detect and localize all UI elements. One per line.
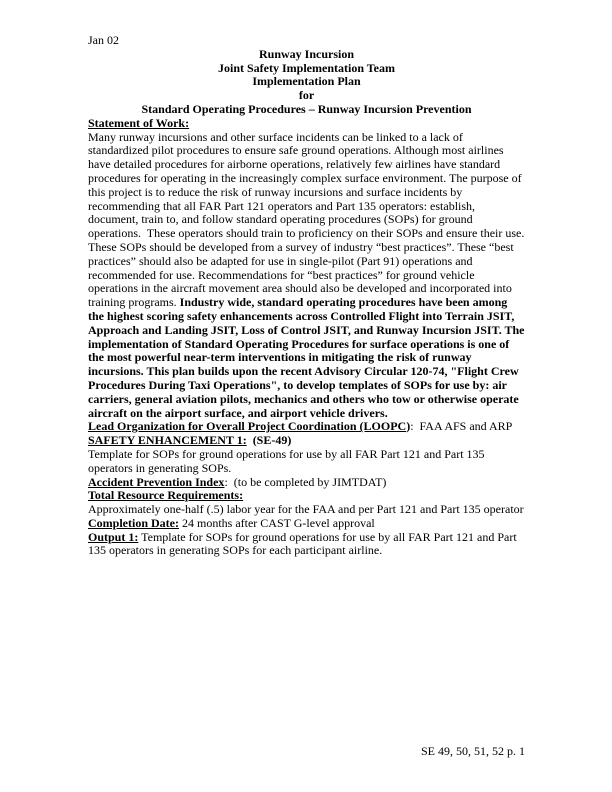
lead-organization-line bbox=[88, 420, 525, 434]
statement-of-work-section bbox=[88, 115, 531, 421]
accident-prevention-index-line bbox=[88, 476, 525, 490]
document-title bbox=[88, 48, 525, 76]
output-1-label: Output 1: bbox=[88, 529, 139, 544]
statement-of-work-body bbox=[88, 129, 531, 421]
completion-date-value: 24 months after CAST G-level approval bbox=[178, 515, 375, 530]
lead-organization-label-close: ) bbox=[406, 419, 411, 434]
accident-prevention-index-label: Accident Prevention Index bbox=[88, 474, 225, 489]
statement-of-work-body-regular: Many runway incursions and other surface incidents can be linked to a lack of standardized pilot procedures to ensure safe ground operations. Although most airlines have detailed procedures for airborne operations, relatively few airlines have standard procedures for operating in the increasingly complex surface environment. The purpose of this project is to reduce the risk of runway incursions and surface incidents by recommending that all FAR Part 121 operators and Part 135 operators: establish, document, train to, and follow standard operating procedures (SOPs) for ground operations. These operators should train to proficiency on their SOPs and ensure their use. These SOPs should be developed from a survey of industry “best practices”. These “best practices” should also be adapted for use in single-pilot (Part 91) operations and recommended for use. Recommendations for “best practices” for ground vehicle operations in the aircraft movement area should also be developed and incorporated into training programs. bbox=[88, 129, 531, 310]
title-line-1: Runway Incursion bbox=[258, 46, 355, 61]
safety-enhancement-1-heading: SAFETY ENHANCEMENT 1: bbox=[88, 433, 247, 448]
page-footer: SE 49, 50, 51, 52 p. 1 bbox=[420, 744, 525, 758]
safety-enhancement-1-section bbox=[88, 434, 525, 475]
document-subtitle bbox=[88, 75, 525, 116]
output-1-line bbox=[88, 531, 525, 559]
output-1-value: Template for SOPs for ground operations for use by all FAR Part 121 and Part 135 operators in generating SOPs for each participant airline. bbox=[88, 529, 520, 558]
completion-date-line bbox=[88, 517, 525, 531]
subtitle-line-3: Standard Operating Procedures – Runway Incursion Prevention bbox=[141, 101, 472, 116]
title-line-2: Joint Safety Implementation Team bbox=[218, 60, 395, 75]
subtitle-line-1: Implementation Plan bbox=[252, 74, 361, 89]
subtitle-line-2: for bbox=[298, 88, 315, 103]
total-resource-requirements-body: Approximately one-half (.5) labor year for the FAA and per Part 121 and Part 135 operator bbox=[88, 502, 524, 517]
statement-of-work-heading: Statement of Work: bbox=[88, 115, 190, 130]
lead-organization-label: Lead Organization for Overall Project Coordination (LOOPC bbox=[88, 419, 407, 434]
safety-enhancement-1-body: Template for SOPs for ground operations for use by all FAR Part 121 and Part 135 operators in generating SOPs. bbox=[88, 446, 488, 475]
safety-enhancement-1-heading-line bbox=[88, 434, 525, 448]
accident-prevention-index-value: : (to be completed by JIMTDAT) bbox=[224, 474, 387, 489]
total-resource-requirements-section bbox=[88, 489, 525, 517]
statement-of-work-body-bold: Industry wide, standard operating procedures have been among the highest scoring safety enhancements across Controlled Flight into Terrain JSIT, Approach and Landing JSIT, Loss of Control JSIT, and Runway Incursion JSIT. The implementation of Standard Operating Procedures for surface operations is one of the most powerful near-term interventions in mitigating the risk of runway incursions. This plan builds upon the recent Advisory Circular 120-74, "Flight Crew Procedures During Taxi Operations", to develop templates of SOPs for use by: air carriers, general aviation pilots, mechanics and others who tow or otherwise operate aircraft on the airport surface, and airport vehicle drivers. bbox=[88, 295, 528, 420]
safety-enhancement-1-code: (SE-49) bbox=[246, 433, 292, 448]
date-header: Jan 02 bbox=[88, 33, 119, 47]
completion-date-label: Completion Date: bbox=[88, 515, 179, 530]
lead-organization-value: : FAA AFS and ARP bbox=[410, 419, 513, 434]
total-resource-requirements-heading: Total Resource Requirements: bbox=[88, 488, 244, 503]
